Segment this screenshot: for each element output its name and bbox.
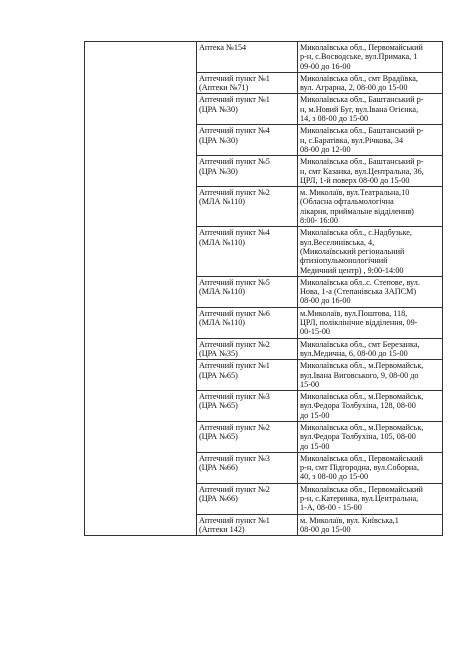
pharmacy-name-cell bbox=[197, 452, 298, 483]
pharmacy-table-body bbox=[85, 42, 443, 536]
pharmacy-name: Аптечний пункт №1 (ЦРА №30) bbox=[199, 95, 270, 114]
pharmacy-name-cell bbox=[197, 360, 298, 391]
pharmacy-address-cell bbox=[298, 421, 443, 452]
pharmacy-name: Аптечний пункт №1 (Аптеки №71) bbox=[199, 73, 270, 93]
table-row bbox=[85, 42, 443, 73]
pharmacy-address: Миколаївська обл., Баштанський р- н, смт Казанка, вул.Центральна, 36, ЦРЛ, 1-й поверх 08-00 до 15-00 bbox=[300, 157, 424, 185]
pharmacy-name-cell bbox=[197, 514, 298, 536]
pharmacy-name-cell bbox=[197, 421, 298, 452]
pharmacy-name: Аптечний пункт №5 (ЦРА №30) bbox=[199, 157, 270, 176]
pharmacy-name: Аптечний пункт №6 (МЛА №110) bbox=[199, 308, 270, 328]
pharmacy-name-cell bbox=[197, 156, 298, 187]
pharmacy-address: Миколаївська обл., м.Первомайськ, вул.Івана Виговського, 9, 08-00 до 15-00 bbox=[300, 361, 424, 389]
pharmacy-address: м. Миколаїв, вул. Київська,1 08-00 до 15-00 bbox=[300, 515, 399, 534]
pharmacy-address-cell bbox=[298, 94, 443, 125]
pharmacy-address: м. Миколаїв, вул.Театральна,10 (Обласна офтальмологічна лікарня, приймальне відділення) 8:00- 16:00 bbox=[300, 188, 414, 226]
pharmacy-address-cell bbox=[298, 391, 443, 422]
pharmacy-address: Миколаївська обл., смт Врадіївка, вул. Аграрна, 2, 08-00 до 15-00 bbox=[300, 73, 418, 93]
pharmacy-address: Миколаївська обл., Первомайський р-н, смт Підгородна, вул.Соборна, 40, з 08-00 до 15-00 bbox=[300, 453, 423, 482]
pharmacy-name: Аптечний пункт №5 (МЛА №110) bbox=[199, 277, 270, 297]
pharmacy-name-cell bbox=[197, 125, 298, 156]
pharmacy-address-cell bbox=[298, 514, 443, 536]
pharmacy-table bbox=[84, 41, 443, 536]
pharmacy-address: Миколаївська обл., Первомайський р-н, с.Катеринка, вул.Центральна, 1-А, 08-00 - 15-00 bbox=[300, 484, 423, 513]
pharmacy-name-cell bbox=[197, 483, 298, 514]
pharmacy-name: Аптечний пункт №3 (ЦРА №65) bbox=[199, 392, 270, 411]
pharmacy-address-cell bbox=[298, 227, 443, 276]
pharmacy-name: Аптечний пункт №4 (МЛА №110) bbox=[199, 228, 270, 247]
pharmacy-name: Аптечний пункт №2 (ЦРА №65) bbox=[199, 422, 270, 442]
pharmacy-address: Миколаївська обл., смт Березанка, вул.Медична, 6, 08-00 до 15-00 bbox=[300, 339, 420, 358]
pharmacy-address-cell bbox=[298, 483, 443, 514]
pharmacy-name: Аптечний пункт №4 (ЦРА №30) bbox=[199, 126, 270, 145]
pharmacy-name-cell bbox=[197, 187, 298, 227]
pharmacy-name-cell bbox=[197, 338, 298, 360]
pharmacy-address: Миколаївська обл., Баштанський р- н, с.Баратівка, вул.Річкова, 34 08-00 до 12-00 bbox=[300, 126, 424, 154]
pharmacy-name-cell bbox=[197, 276, 298, 307]
pharmacy-address: м.Миколаїв, вул.Поштова, 118, ЦРЛ, поліклінічне відділення, 09- 00-15-00 bbox=[300, 308, 418, 337]
pharmacy-name-cell bbox=[197, 42, 298, 73]
pharmacy-name-cell bbox=[197, 391, 298, 422]
pharmacy-address-cell bbox=[298, 307, 443, 338]
pharmacy-name: Аптечний пункт №3 (ЦРА №66) bbox=[199, 453, 270, 473]
pharmacy-name-cell bbox=[197, 227, 298, 276]
pharmacy-address: Миколаївська обл., с.Надбузьке, вул.Веселинівська, 4, (Миколаївський регіональний фтизіопульмонологічний Медичний центр) , 9:00-14:00 bbox=[300, 228, 412, 275]
pharmacy-address-cell bbox=[298, 187, 443, 227]
pharmacy-address-cell bbox=[298, 276, 443, 307]
pharmacy-name: Аптечний пункт №1 (Аптеки 142) bbox=[199, 515, 270, 534]
pharmacy-name-cell bbox=[197, 307, 298, 338]
pharmacy-address: Миколаївська обл., м.Первомайськ, вул.Федора Толбухіна, 128, 08-00 до 15-00 bbox=[300, 392, 424, 420]
pharmacy-address-cell bbox=[298, 156, 443, 187]
pharmacy-address: Миколаївська обл., м.Первомайськ, вул.Федора Толбухіна, 105, 08-00 до 15-00 bbox=[300, 422, 424, 451]
pharmacy-name: Аптечний пункт №2 (МЛА №110) bbox=[199, 188, 270, 207]
pharmacy-name-cell bbox=[197, 94, 298, 125]
pharmacy-address-cell bbox=[298, 125, 443, 156]
pharmacy-address-cell bbox=[298, 360, 443, 391]
pharmacy-address: Миколаївська обл., Первомайський р-н, с.Восводське, вул.Примака, 1 09-00 до 16-00 bbox=[300, 43, 423, 71]
pharmacy-address-cell bbox=[298, 72, 443, 94]
pharmacy-name: Аптечний пункт №1 (ЦРА №65) bbox=[199, 361, 270, 380]
pharmacy-address-cell bbox=[298, 42, 443, 73]
pharmacy-name: Аптека №154 bbox=[199, 43, 247, 52]
pharmacy-name: Аптечний пункт №2 (ЦРА №35) bbox=[199, 339, 270, 358]
pharmacy-address-cell bbox=[298, 452, 443, 483]
pharmacy-address-cell bbox=[298, 338, 443, 360]
pharmacy-name-cell bbox=[197, 72, 298, 94]
pharmacy-address: Миколаївська обл., Баштанський р- н, м.Новий Буг, вул.Івана Огієнка, 14, з 08-00 до 15-00 bbox=[300, 95, 424, 124]
pharmacy-name: Аптечний пункт №2 (ЦРА №66) bbox=[199, 484, 270, 504]
empty-left-column bbox=[85, 42, 197, 536]
pharmacy-address: Миколаївська обл..с. Степове, вул. Нова, 1-а (Степанівська ЗАПСМ) 08-00 до 16-00 bbox=[300, 277, 420, 306]
